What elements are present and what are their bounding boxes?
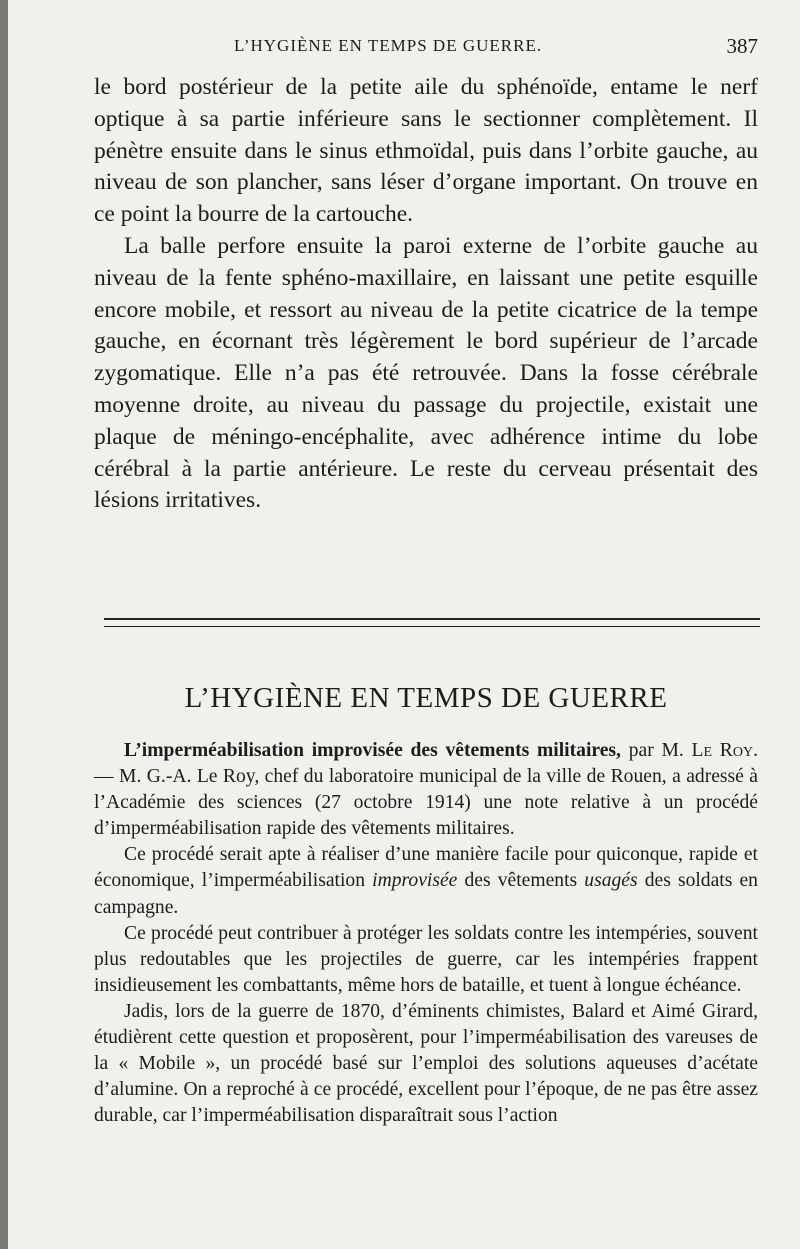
paragraph-text: des vêtements [464, 870, 578, 892]
upper-text [94, 72, 758, 517]
paragraph-1870: Jadis, lors de la guerre de 1870, d’éminents chimistes, Balard et Aimé Girard, étudièrent cette question et proposèrent, pour l’imperméabilisation des vareuses de la « Mobile », un procédé basé sur l’emploi des solutions aqueuses d’acétate d’alumine. On a reproché à ce procédé, excellent pour l’époque, de ne pas être assez durable, car l’imperméabilisation disparaîtrait sous l’action [94, 1000, 758, 1127]
author-prefix: par M. [628, 740, 684, 761]
emphasis-improvisee: improvisée [372, 870, 458, 892]
paragraph-intemperies: Ce procédé peut contribuer à protéger les soldats contre les intempéries, souvent plus redoutables que les projectiles de guerre, car les intempéries frappent insidieusement les combattants, même hors de bataille, et tuent à longue échéance. [94, 922, 758, 996]
paragraph-text: Ce procédé serait apte à réaliser d’une manière facile pour quiconque, rapide et économique, l’imperméabilisation [94, 844, 758, 892]
section-title: L’HYGIÈNE EN TEMPS DE GUERRE [184, 682, 668, 714]
article-lead-paragraph [94, 738, 758, 842]
author-name: Le Roy [691, 740, 754, 761]
lead-paragraph-text: . — M. G.-A. Le Roy, chef du laboratoire municipal de la ville de Rouen, a adressé à l’Académie des sciences (27 octobre 1914) une note relative à un procédé d’imperméabilisation rapide des vêtements militaires. [94, 740, 758, 840]
running-head [234, 34, 758, 60]
paragraph-bullet-path: La balle perfore ensuite la paroi externe de l’orbite gauche au niveau de la fente sphéno-maxillaire, en laissant une petite esquille encore mobile, et ressort au niveau de la petite cicatrice de la tempe gauche, en écornant très légèrement le bord supérieur de l’arcade zygomatique. Elle n’a pas été retrouvée. Dans la fosse cérébrale moyenne droite, au niveau du passage du projectile, existait une plaque de méningo-encéphalite, avec adhérence intime du lobe cérébral à la partie antérieure. Le reste du cerveau présentait des lésions irritatives. [94, 232, 758, 514]
article-body [94, 738, 758, 1129]
paragraph-text: des soldats en campagne. [94, 870, 758, 918]
running-head-title: L’HYGIÈNE EN TEMPS DE GUERRE. [234, 36, 543, 55]
section-divider [104, 618, 760, 627]
article-lead-title: L’imperméabilisation improvisée des vêtements militaires, [124, 740, 621, 761]
page-number: 387 [726, 34, 758, 58]
paragraph-continued: le bord postérieur de la petite aile du sphénoïde, entame le nerf optique à sa partie inférieure sans le sectionner complètement. Il pénètre ensuite dans le sinus ethmoïdal, puis dans l’orbite gauche, au niveau de son plancher, sans léser d’organe important. On trouve en ce point la bourre de la cartouche. [94, 74, 758, 228]
emphasis-usages: usagés [584, 870, 638, 892]
paragraph-procede [94, 842, 758, 920]
book-page [8, 0, 800, 1249]
